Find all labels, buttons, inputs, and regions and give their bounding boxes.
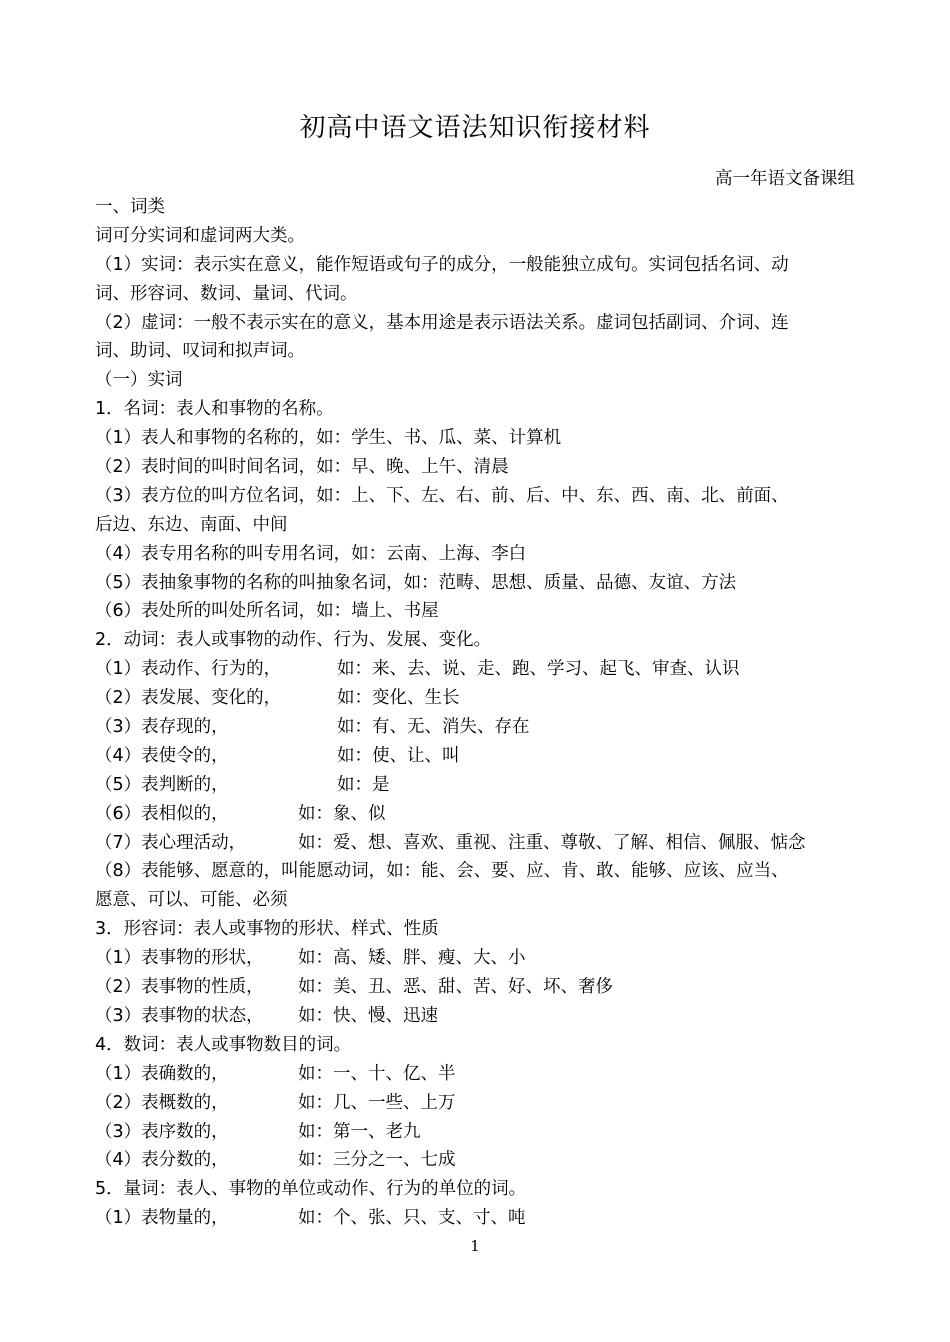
line-text: （3）表存现的， xyxy=(95,717,229,738)
example-text: 如：几、一些、上万 xyxy=(298,1092,456,1113)
text-line xyxy=(95,655,863,684)
example-text: 如：美、丑、恶、甜、苦、好、坏、奢侈 xyxy=(298,977,613,998)
text-line xyxy=(95,540,863,569)
text-line xyxy=(95,337,863,366)
line-text: 词、助词、叹词和拟声词。 xyxy=(95,341,305,362)
example-text: 如：变化、生长 xyxy=(337,688,460,709)
line-text: （1）实词：表示实在意义，能作短语或句子的成分，一般能独立成句。实词包括名词、动 xyxy=(95,254,789,275)
text-line xyxy=(95,800,863,829)
text-line xyxy=(95,309,863,338)
line-text: （4）表分数的， xyxy=(95,1150,229,1171)
line-text: （5）表判断的， xyxy=(95,774,229,795)
text-line xyxy=(95,1089,863,1118)
text-line xyxy=(95,1204,863,1233)
text-line xyxy=(95,857,863,886)
text-line xyxy=(95,944,863,973)
example-text: 如：三分之一、七成 xyxy=(298,1150,456,1171)
line-text: （2）表事物的性质， xyxy=(95,977,264,998)
author-line: 高一年语文备课组 xyxy=(715,169,855,189)
text-line xyxy=(95,915,863,944)
line-text: （一）实词 xyxy=(95,370,183,391)
example-text: 如：是 xyxy=(337,774,390,795)
text-line xyxy=(95,1031,863,1060)
line-text: （7）表心理活动， xyxy=(95,832,247,853)
line-text: 5．量词：表人、事物的单位或动作、行为的单位的词。 xyxy=(95,1179,527,1200)
line-text: （5）表抽象事物的名称的叫抽象名词，如：范畴、思想、质量、品德、友谊、方法 xyxy=(95,572,737,593)
line-text: 后边、东边、南面、中间 xyxy=(95,514,288,535)
line-text: （3）表事物的状态， xyxy=(95,1005,264,1026)
example-text: 如：爱、想、喜欢、重视、注重、尊敬、了解、相信、佩服、惦念 xyxy=(298,832,806,853)
example-text: 如：一、十、亿、半 xyxy=(298,1063,456,1084)
example-text: 如：个、张、只、支、寸、吨 xyxy=(298,1208,526,1229)
line-text: （2）表时间的叫时间名词，如：早、晚、上午、清晨 xyxy=(95,457,509,478)
line-text: （6）表处所的叫处所名词，如：墙上、书屋 xyxy=(95,601,439,622)
line-text: （6）表相似的， xyxy=(95,803,229,824)
document-body xyxy=(95,193,863,1233)
text-line xyxy=(95,1002,863,1031)
example-text: 如：使、让、叫 xyxy=(337,745,460,766)
line-text: （3）表序数的， xyxy=(95,1121,229,1142)
text-line xyxy=(95,1175,863,1204)
example-text: 如：象、似 xyxy=(298,803,386,824)
line-text: （2）虚词：一般不表示实在的意义，基本用途是表示语法关系。虚词包括副词、介词、连 xyxy=(95,312,789,333)
page-title: 初高中语文语法知识衔接材料 xyxy=(299,113,651,143)
line-text: 词、形容词、数词、量词、代词。 xyxy=(95,283,358,304)
line-text: 4．数词：表人或事物数目的词。 xyxy=(95,1034,352,1055)
line-text: 愿意、可以、可能、必须 xyxy=(95,890,288,911)
text-line xyxy=(95,742,863,771)
text-line xyxy=(95,973,863,1002)
text-line xyxy=(95,1060,863,1089)
line-text: （8）表能够、愿意的，叫能愿动词，如：能、会、要、应、肯、敢、能够、应该、应当、 xyxy=(95,861,789,882)
text-line xyxy=(95,569,863,598)
text-line xyxy=(95,626,863,655)
text-line xyxy=(95,713,863,742)
page-number: 1 xyxy=(470,1237,480,1255)
line-text: （2）表发展、变化的， xyxy=(95,688,282,709)
example-text: 如：快、慢、迅速 xyxy=(298,1005,438,1026)
text-line xyxy=(95,482,863,511)
example-text: 如：有、无、消失、存在 xyxy=(337,717,530,738)
example-text: 如：高、矮、胖、瘦、大、小 xyxy=(298,948,526,969)
text-line xyxy=(95,684,863,713)
line-text: （4）表专用名称的叫专用名词，如：云南、上海、李白 xyxy=(95,543,527,564)
text-line xyxy=(95,597,863,626)
line-text: （4）表使令的， xyxy=(95,745,229,766)
text-line xyxy=(95,771,863,800)
text-line xyxy=(95,424,863,453)
line-text: （2）表概数的， xyxy=(95,1092,229,1113)
text-line xyxy=(95,222,863,251)
line-text: 2．动词：表人或事物的动作、行为、发展、变化。 xyxy=(95,630,492,651)
line-text: （3）表方位的叫方位名词，如：上、下、左、右、前、后、中、东、西、南、北、前面、 xyxy=(95,485,789,506)
text-line xyxy=(95,1146,863,1175)
text-line xyxy=(95,1118,863,1147)
example-text: 如：来、去、说、走、跑、学习、起飞、审查、认识 xyxy=(337,659,740,680)
text-line xyxy=(95,280,863,309)
line-text: （1）表动作、行为的， xyxy=(95,659,282,680)
text-line xyxy=(95,193,863,222)
text-line xyxy=(95,829,863,858)
text-line xyxy=(95,395,863,424)
text-line xyxy=(95,886,863,915)
line-text: 3．形容词：表人或事物的形状、样式、性质 xyxy=(95,919,439,940)
example-text: 如：第一、老九 xyxy=(298,1121,421,1142)
text-line xyxy=(95,511,863,540)
line-text: （1）表事物的形状， xyxy=(95,948,264,969)
line-text: 词可分实词和虚词两大类。 xyxy=(95,225,305,246)
line-text: 1．名词：表人和事物的名称。 xyxy=(95,399,334,420)
text-line xyxy=(95,453,863,482)
text-line xyxy=(95,366,863,395)
line-text: 一、词类 xyxy=(95,197,165,217)
line-text: （1）表物量的， xyxy=(95,1208,229,1229)
line-text: （1）表确数的， xyxy=(95,1063,229,1084)
line-text: （1）表人和事物的名称的，如：学生、书、瓜、菜、计算机 xyxy=(95,428,562,449)
text-line xyxy=(95,251,863,280)
